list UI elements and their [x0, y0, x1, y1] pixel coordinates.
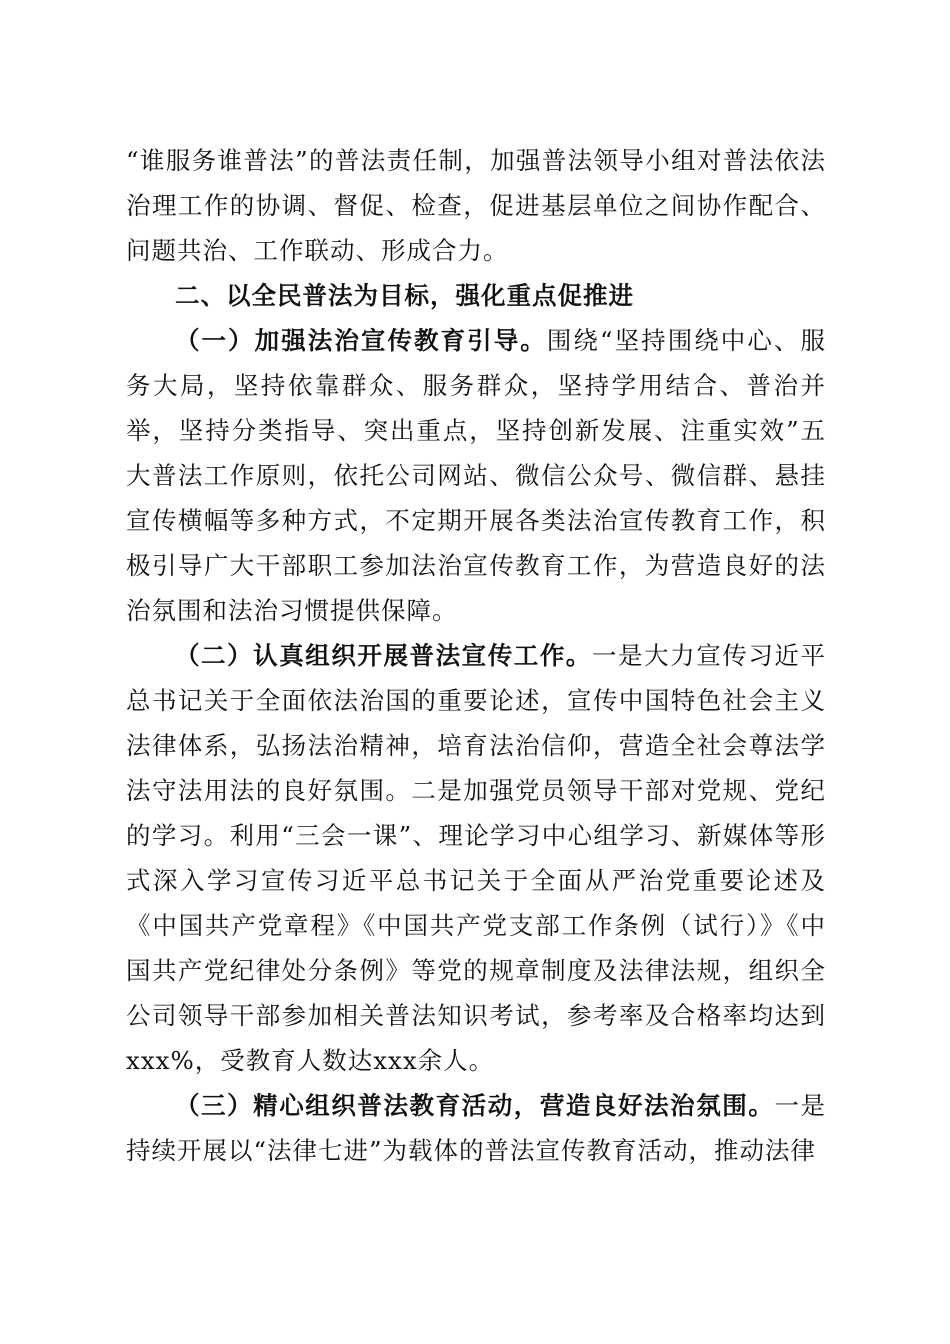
item-title: （三）精心组织普法教育活动，营造良好法治氛围。 [175, 1091, 775, 1120]
paragraph-continuation [126, 138, 826, 273]
item-body: 一是持续开展以“法律七进”为载体的普法宣传教育活动，推动法律 [126, 1091, 826, 1165]
item-title: （二）认真组织开展普法宣传工作。 [175, 641, 592, 670]
paragraph-text: “谁服务谁普法”的普法责任制，加强普法领导小组对普法依法治理工作的协调、督促、检查，促进基层单位之间协作配合、问题共治、工作联动、形成合力。 [126, 146, 826, 265]
section-heading-text: 二、以全民普法为目标，强化重点促推进 [175, 281, 634, 310]
section-heading [126, 273, 826, 318]
document-body [126, 138, 826, 1173]
item-title: （一）加强法治宣传教育引导。 [175, 326, 547, 355]
item-body: 一是大力宣传习近平总书记关于全面依法治国的重要论述，宣传中国特色社会主义法律体系，弘扬法治精神，培育法治信仰，营造全社会尊法学法守法用法的良好氛围。二是加强党员领导干部对党规、党纪的学习。利用“三会一课”、理论学习中心组学习、新媒体等形式深入学习宣传习近平总书记关于全面从严治党重要论述及《中国共产党章程》《中国共产党支部工作条例（试行）》《中国共产党纪律处分条例》等党的规章制度及法律法规，组织全公司领导干部参加相关普法知识考试，参考率及合格率均达到xxx%，受教育人数达xxx余人。 [126, 641, 826, 1075]
item-paragraph-1 [126, 318, 826, 633]
item-body: 围绕“坚持围绕中心、服务大局，坚持依靠群众、服务群众，坚持学用结合、普治并举，坚持分类指导、突出重点，坚持创新发展、注重实效”五大普法工作原则，依托公司网站、微信公众号、微信群、悬挂宣传横幅等多种方式，不定期开展各类法治宣传教育工作，积极引导广大干部职工参加法治宣传教育工作，为营造良好的法治氛围和法治习惯提供保障。 [126, 326, 826, 625]
item-paragraph-2 [126, 633, 826, 1083]
item-paragraph-3 [126, 1083, 826, 1173]
